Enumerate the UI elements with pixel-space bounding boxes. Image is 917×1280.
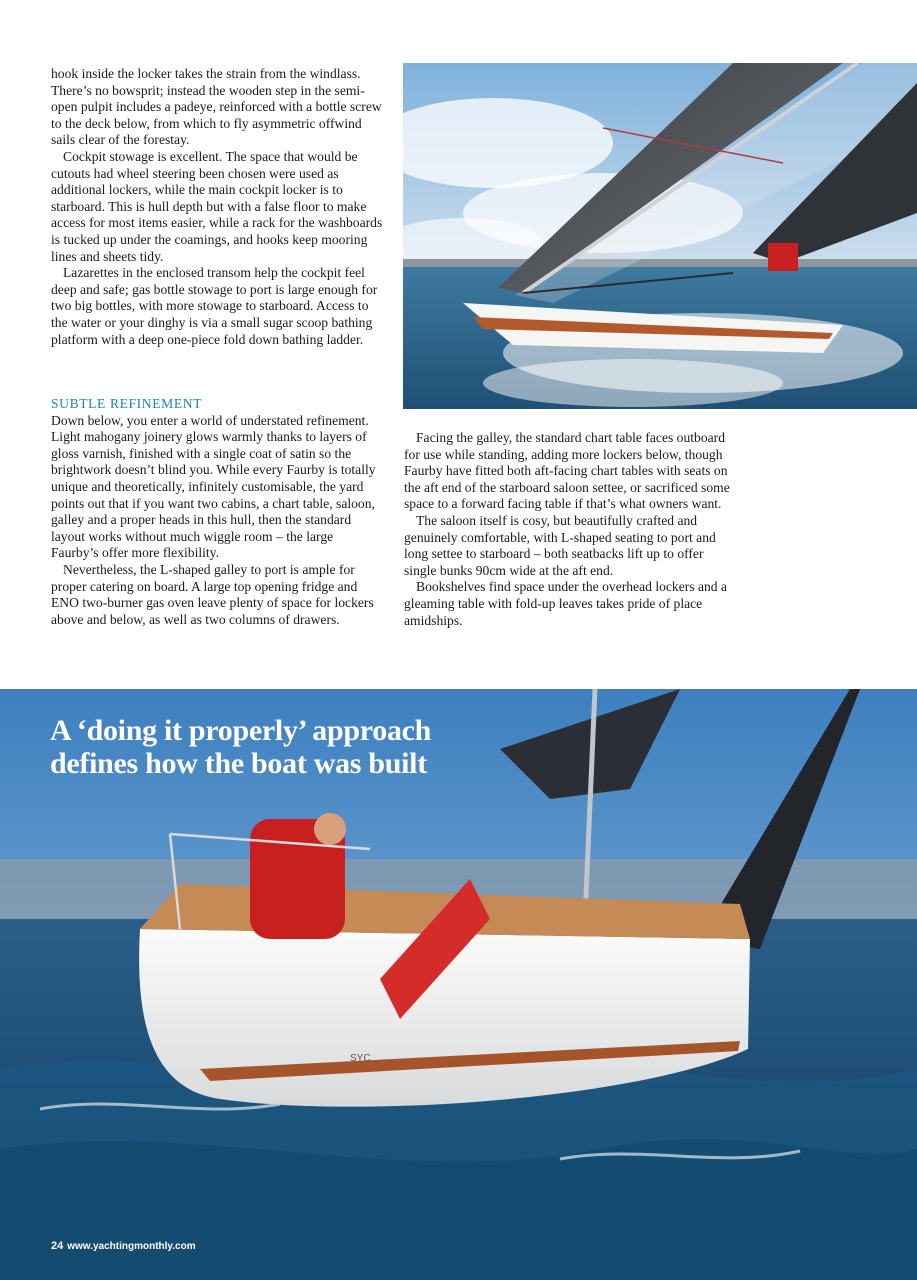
- body-paragraph: Lazarettes in the enclosed transom help the cockpit feel deep and safe; gas bottle stowage to port is large enough for two big bottles, with more stowage to starboard. Access to the water or your dinghy is via a small sugar scoop bathing platform with a deep one-piece fold down bathing ladder.: [51, 265, 378, 347]
- pull-quote-line: A ‘doing it properly’ approach: [50, 714, 432, 747]
- page-number: 24: [51, 1240, 64, 1252]
- section-subhead: SUBTLE REFINEMENT: [51, 396, 203, 411]
- body-paragraph: Cockpit stowage is excellent. The space that would be cutouts had wheel steering been chosen were used as additional lockers, while the main cockpit locker is to starboard. This is hull depth but with a false floor to make access for most items easier, while a rack for the washboards is tucked up under the coamings, and hooks keep mooring lines and sheets tidy.: [51, 148, 383, 264]
- pull-quote: [50, 714, 520, 780]
- body-paragraph: Facing the galley, the standard chart table faces outboard for use while standing, adding more lockers below, though Faurby have fitted both aft-facing chart tables with seats on the aft end of the starboard saloon settee, or sacrificed some space to a forward facing table if that’s what owners want.: [404, 430, 730, 512]
- page-folio: [51, 1240, 196, 1252]
- article-column-left-bottom: [51, 396, 383, 628]
- body-paragraph: hook inside the locker takes the strain from the windlass. There’s no bowsprit; instead the wooden step in the semi-open pulpit includes a padeye, reinforced with a bottle screw to the deck below, from which to fly asymmetric offwind sails clear of the forestay.: [51, 66, 382, 148]
- body-paragraph: The saloon itself is cosy, but beautifully crafted and genuinely comfortable, with L-shaped seating to port and long settee to starboard – both seatbacks lift up to offer single bunks 90cm wide at the aft end.: [404, 512, 716, 578]
- pull-quote-line: defines how the boat was built: [50, 747, 427, 780]
- body-paragraph: Down below, you enter a world of understated refinement. Light mahogany joinery glows warmly thanks to layers of gloss varnish, finished with a single coat of satin so the brightwork doesn’t blind you. While every Faurby is totally unique and theoretically, infinitely customisable, the yard points out that if you want two cabins, a chart table, saloon, galley and a proper heads in this hull, then the standard layout works without much wiggle room – the large Faurby’s offer more flexibility.: [51, 412, 376, 561]
- spray: [483, 359, 783, 407]
- body-paragraph: Bookshelves find space under the overhead lockers and a gleaming table with fold-up leaves takes pride of place amidships.: [404, 579, 728, 628]
- crew-head: [314, 813, 346, 845]
- sailing-yacht-heeling-photo: [403, 63, 917, 409]
- website-url[interactable]: www.yachtingmonthly.com: [67, 1241, 196, 1252]
- hull-lettering: SYC: [350, 1053, 371, 1064]
- sailing-yacht-heeling-illustration: [403, 63, 917, 409]
- body-paragraph: Nevertheless, the L-shaped galley to port is ample for proper catering on board. A large top opening fridge and ENO two-burner gas oven leave plenty of space for lockers above and below, as well as two columns of drawers.: [51, 561, 374, 627]
- article-column-right: [404, 430, 736, 629]
- article-column-left-top: [51, 66, 383, 348]
- crew-member: [768, 243, 798, 271]
- shoreline: [403, 259, 917, 267]
